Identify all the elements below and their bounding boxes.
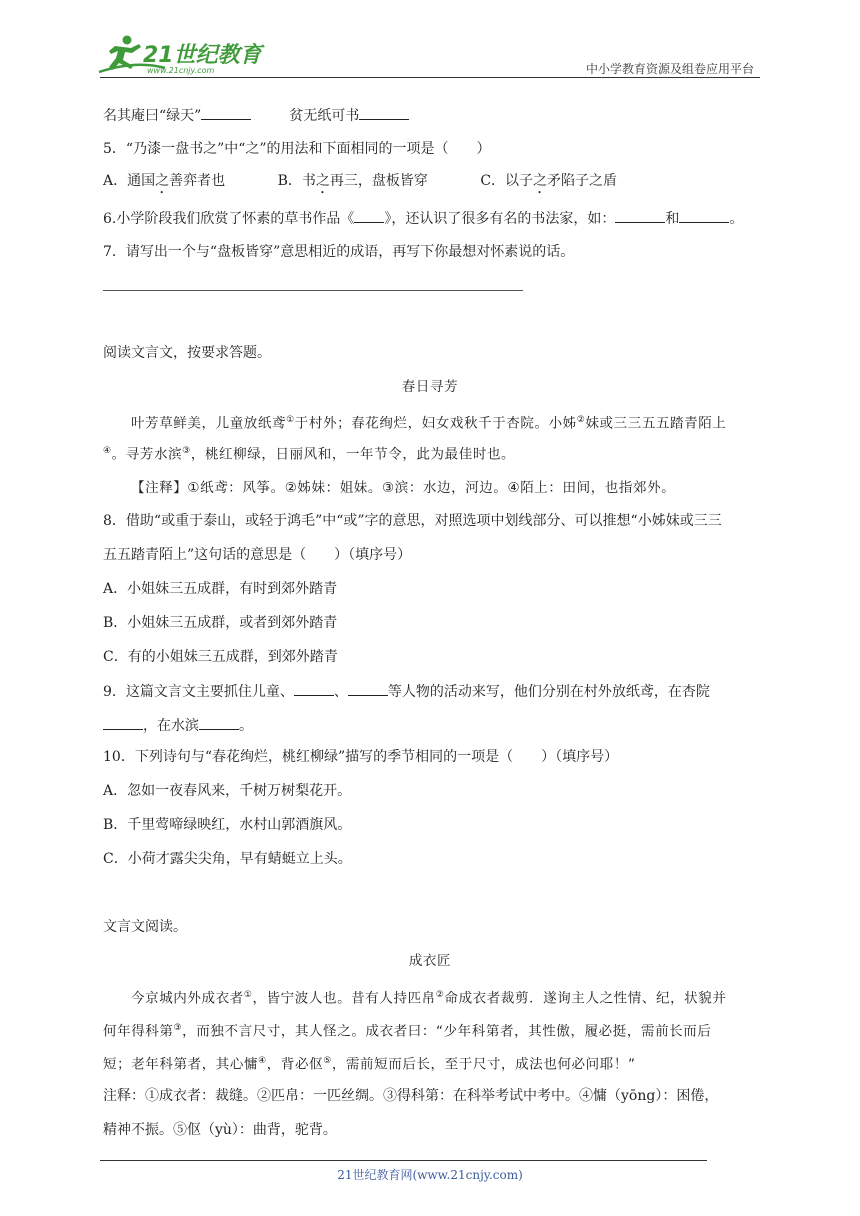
q5-question: 5．“乃漆一盘书之”中“之”的用法和下面相同的一项是（ ） bbox=[103, 141, 491, 157]
q8-option-b[interactable]: B．小姐妹三五成群，或者到郊外踏青 bbox=[103, 615, 338, 631]
q6-blank-1[interactable] bbox=[354, 208, 384, 223]
reading1-para-line1: 叶芳草鲜美，儿童放纸鸢①于村外；春花绚烂，妇女戏秋千于杏院。小姊②妹或三三五五踏青陌上 bbox=[131, 415, 727, 432]
q9-blank-2[interactable] bbox=[348, 681, 388, 696]
q10-option-c[interactable]: C．小荷才露尖尖角，早有蜻蜓立上头。 bbox=[103, 851, 352, 867]
q5-option-c[interactable]: C．以子之矛陷子之盾 bbox=[480, 173, 618, 189]
q4-text-b: 贫无纸可书 bbox=[289, 108, 360, 124]
reading1-intro: 阅读文言文，按要求答题。 bbox=[103, 345, 271, 361]
footer-source[interactable]: 21世纪教育网(www.21cnjy.com) bbox=[337, 1168, 523, 1182]
q10-question: 10．下列诗句与“春花绚烂，桃红柳绿”描写的季节相同的一项是（ ）（填序号） bbox=[103, 749, 619, 765]
reading2-title: 成衣匠 bbox=[408, 953, 452, 969]
runner-logo-icon bbox=[95, 32, 265, 76]
q4-blank-2[interactable] bbox=[359, 105, 409, 120]
q4-text-a: 名其庵曰“绿天” bbox=[103, 108, 202, 124]
reading2-para-line2: 何年得科第③，而独不言尺寸，其人怪之。成衣者曰：“少年科第者，其性傲，履必挺，需前长而后 bbox=[103, 1023, 712, 1040]
reading2-para-line1: 今京城内外成衣者①，皆宁波人也。昔有人持匹帛②命成衣者裁剪．遂询主人之性情、纪，状貌并 bbox=[131, 990, 727, 1007]
reading1-title: 春日寻芳 bbox=[401, 379, 459, 395]
reading2-notes-line1: 注释：①成衣者：裁缝。②匹帛：一匹丝绸。③得科第：在科举考试中考中。④慵（yōng）：困倦， bbox=[103, 1088, 719, 1104]
q9-blank-1[interactable] bbox=[294, 681, 334, 696]
brand-logo bbox=[95, 32, 265, 76]
q9-line1: 9．这篇文言文主要抓住儿童、 、 等人物的活动来写，他们分别在村外放纸鸢，在杏院 bbox=[103, 681, 710, 702]
q6-blank-3[interactable] bbox=[679, 208, 729, 223]
q5-option-a[interactable]: A．通国之善弈者也 bbox=[103, 173, 226, 189]
q6-blank-2[interactable] bbox=[615, 208, 665, 223]
reading1-notes: 【注释】①纸鸢：风筝。②姊妹：姐妹。③滨：水边，河边。④陌上：田间，也指郊外。 bbox=[131, 480, 676, 496]
q8-question-line1: 8．借助“或重于泰山，或轻于鸿毛”中“或”字的意思，对照选项中划线部分、可以推想“小姊妹或三三 bbox=[103, 513, 722, 529]
q5-options bbox=[103, 171, 617, 197]
svg-text:21世纪教育: 21世纪教育 bbox=[143, 43, 262, 68]
reading2-intro: 文言文阅读。 bbox=[103, 919, 187, 935]
q8-question-line2: 五五踏青陌上”这句话的意思是（ ）（填序号） bbox=[103, 547, 412, 563]
page-header bbox=[95, 28, 760, 80]
platform-title: 中小学教育资源及组卷应用平台 bbox=[585, 62, 754, 76]
reading2-para-line3: 短；老年科第者，其心慵④，背必伛⑤，需前短而后长，至于尺寸，成法也何必问耶！” bbox=[103, 1056, 636, 1073]
q5-option-b[interactable]: B．书之再三，盘板皆穿 bbox=[277, 173, 428, 189]
q10-option-b[interactable]: B．千里莺啼绿映红，水村山郭酒旗风。 bbox=[103, 817, 352, 833]
q4-line bbox=[103, 105, 409, 126]
q4-blank-1[interactable] bbox=[201, 105, 251, 120]
reading2-notes-line2: 精神不振。⑤伛（yù）：曲背，驼背。 bbox=[103, 1122, 337, 1138]
svg-text:www.21cnjy.com: www.21cnjy.com bbox=[147, 66, 215, 75]
q9-blank-3[interactable] bbox=[103, 715, 143, 730]
q8-option-c[interactable]: C．有的小姐妹三五成群，到郊外踏青 bbox=[103, 649, 338, 665]
q10-option-a[interactable]: A．忽如一夜春风来，千树万树梨花开。 bbox=[103, 783, 352, 799]
q7-question: 7．请写出一个与“盘板皆穿”意思相近的成语，再写下你最想对怀素说的话。 bbox=[103, 244, 575, 260]
q9-blank-4[interactable] bbox=[199, 715, 239, 730]
footer-divider bbox=[100, 1160, 707, 1161]
q9-line2: ，在水滨 。 bbox=[103, 715, 253, 736]
q6-line: 6.小学阶段我们欣赏了怀素的草书作品《 》，还认识了很多有名的书法家，如： 和 。 bbox=[103, 208, 743, 229]
q8-option-a[interactable]: A．小姐妹三五成群，有时到郊外踏青 bbox=[103, 581, 338, 597]
header-divider bbox=[100, 77, 760, 78]
q7-answer-line[interactable] bbox=[103, 290, 523, 291]
reading1-para-line2: ④。寻芳水滨③，桃红柳绿，日丽风和，一年节令，此为最佳时也。 bbox=[103, 446, 516, 463]
